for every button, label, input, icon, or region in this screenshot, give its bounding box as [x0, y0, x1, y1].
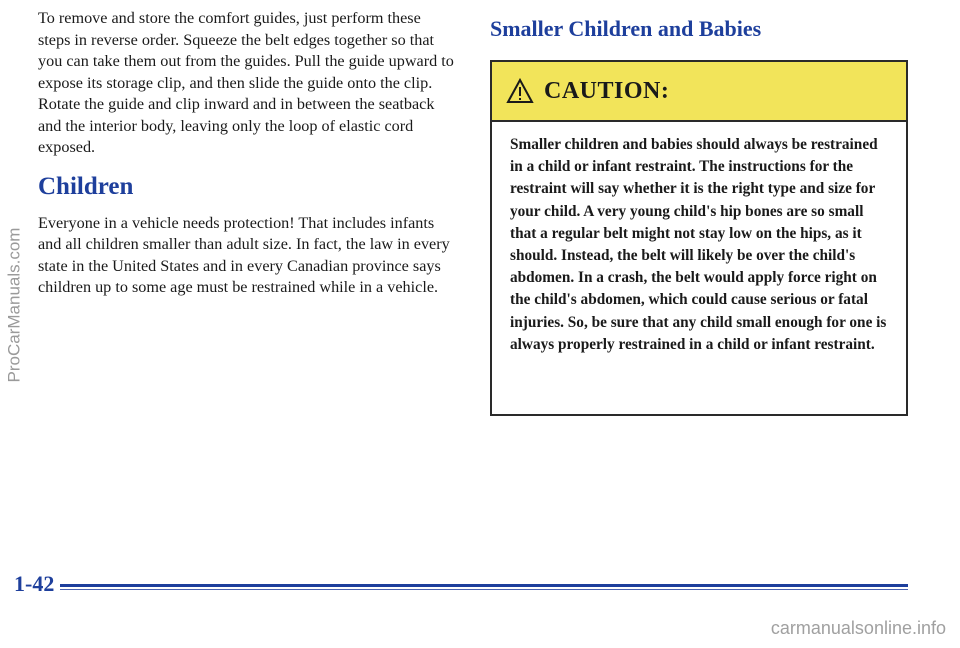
- caution-title: CAUTION:: [544, 77, 670, 104]
- children-paragraph: Everyone in a vehicle needs protection! That includes infants and all children smaller than adult size. In fact, the law in every state in the United States and in every Canadian province says children up to some age must be restrained while in a vehicle.: [38, 213, 450, 296]
- smaller-children-heading: Smaller Children and Babies: [490, 16, 762, 41]
- page-number: 1-42: [14, 571, 55, 596]
- children-heading: Children: [38, 172, 134, 200]
- footer-rule-thin: [60, 589, 908, 590]
- site-watermark: carmanualsonline.info: [770, 618, 946, 638]
- left-column: [38, 8, 456, 299]
- caution-text: Smaller children and babies should always be restrained in a child or infant restraint. The instructions for the restraint will say whether it is the right type and size for your child. A very young child's hip bones are so small that a regular belt might not stay low on the hips, as it should. Instead, the belt will likely be over the child's abdomen. In a crash, the belt would apply force right on the child's abdomen, which could cause serious or fatal injuries. So, be sure that any child small enough for one is always properly restrained in a child or infant restraint.: [510, 136, 887, 353]
- footer-rule: [60, 584, 908, 587]
- intro-paragraph: To remove and store the comfort guides, just perform these steps in reverse order. Squeeze the belt edges together so that you can take them out from the guides. Pull the guide upward to expose its storage clip, and then slide the guide onto the clip. Rotate the guide and clip inward and in between the seatback and the interior body, leaving only the loop of elastic cord exposed.: [38, 9, 454, 156]
- watermark-text: ProCarManuals.com: [4, 227, 24, 383]
- warning-triangle-icon: [506, 78, 534, 104]
- caution-box: [490, 60, 908, 416]
- right-column: [478, 8, 912, 353]
- caution-header: [492, 62, 906, 122]
- side-watermark: [2, 190, 26, 420]
